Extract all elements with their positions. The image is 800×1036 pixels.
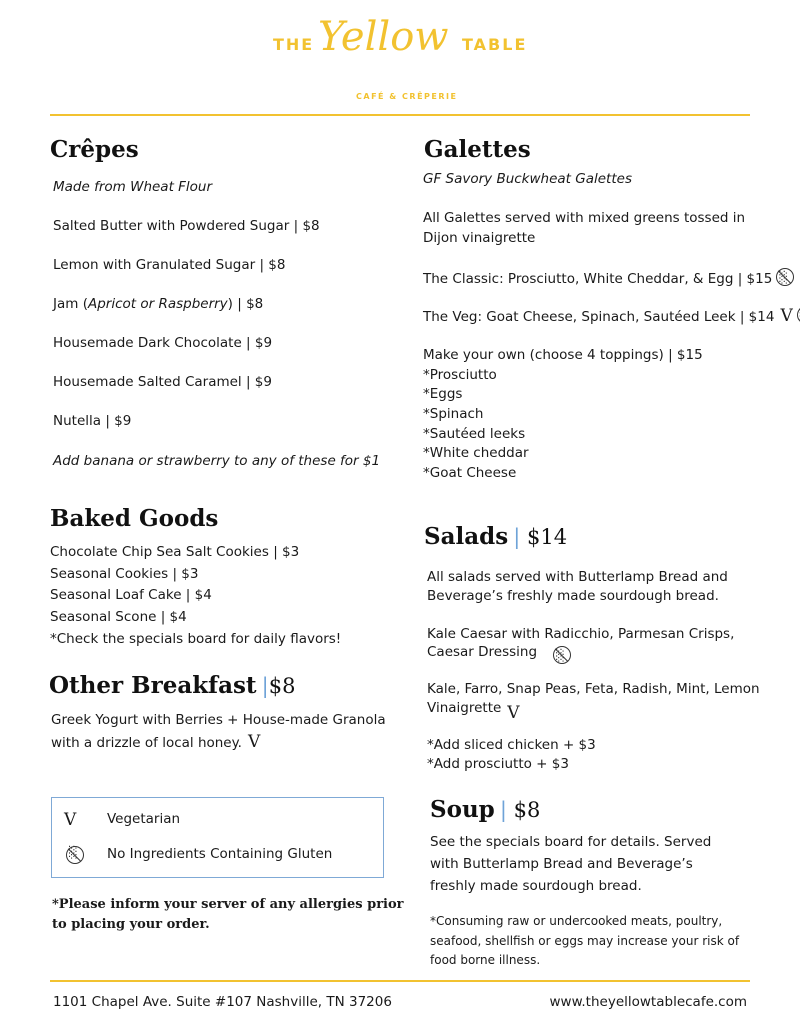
- breakfast-price-value: $8: [268, 674, 296, 698]
- crepe-item-jam: [53, 295, 263, 315]
- salads-intro-line: All salads served with Butterlamp Bread and: [427, 569, 728, 585]
- soup-line: with Butterlamp Bread and Beverage’s: [430, 856, 693, 872]
- breakfast-title: Other Breakfast: [49, 672, 257, 699]
- logo-script-yellow: Yellow: [318, 14, 449, 60]
- galette-veg: [423, 306, 800, 328]
- gluten-free-icon: [553, 646, 571, 664]
- footer-address: 1101 Chapel Ave. Suite #107 Nashville, TN 37206: [53, 994, 392, 1010]
- logo-word-table: TABLE: [462, 35, 528, 54]
- salads-price: | $14: [513, 525, 568, 549]
- warning-line: seafood, shellfish or eggs may increase your risk of: [430, 934, 740, 948]
- baked-note: *Check the specials board for daily flavors!: [50, 631, 342, 647]
- salad-kale-farro: Kale, Farro, Snap Peas, Feta, Radish, Mint, Lemon: [427, 681, 760, 697]
- logo-word-the: THE: [273, 35, 315, 54]
- baked-item: Seasonal Cookies | $3: [50, 566, 199, 582]
- topping-item: *Prosciutto: [423, 367, 497, 383]
- breakfast-line-2: [51, 733, 260, 754]
- footer-website[interactable]: www.theyellowtablecafe.com: [549, 994, 747, 1010]
- galette-classic: [423, 268, 794, 290]
- soup-header: [430, 796, 540, 823]
- legend-vegetarian-label: Vegetarian: [107, 811, 181, 827]
- salads-intro-line: Beverage’s freshly made sourdough bread.: [427, 588, 719, 604]
- jam-suffix: ) | $8: [227, 296, 264, 312]
- salads-header: [424, 523, 567, 550]
- crepes-title: Crêpes: [50, 136, 139, 163]
- topping-item: *Sautéed leeks: [423, 426, 526, 442]
- topping-item: *Goat Cheese: [423, 465, 517, 481]
- vegetarian-icon: V: [247, 732, 261, 752]
- top-divider: [50, 114, 750, 116]
- legend-gluten-free-label: No Ingredients Containing Gluten: [107, 846, 333, 862]
- allergy-note-line: to placing your order.: [52, 917, 210, 932]
- crepe-item: Housemade Dark Chocolate | $9: [53, 335, 273, 351]
- breakfast-price: |$8: [261, 674, 296, 698]
- vegetarian-icon: V: [780, 306, 793, 326]
- crepe-item: Housemade Salted Caramel | $9: [53, 374, 272, 390]
- salad-add: *Add sliced chicken + $3: [427, 737, 596, 753]
- salad-kale-caesar: Kale Caesar with Radicchio, Parmesan Crisps,: [427, 626, 735, 642]
- allergy-note-line: *Please inform your server of any allergies prior: [52, 897, 404, 912]
- crepe-item: Nutella | $9: [53, 413, 132, 429]
- vegetarian-icon: V: [64, 810, 77, 830]
- breakfast-line-text: with a drizzle of local honey.: [51, 735, 242, 751]
- galette-veg-label: The Veg: Goat Cheese, Spinach, Sautéed Leek | $14: [423, 309, 775, 325]
- galettes-title: Galettes: [424, 136, 531, 163]
- vegetarian-icon: V: [507, 703, 520, 723]
- galettes-intro-line: Dijon vinaigrette: [423, 230, 536, 246]
- topping-item: *White cheddar: [423, 445, 529, 461]
- baked-item: Seasonal Scone | $4: [50, 609, 187, 625]
- crepes-note: Add banana or strawberry to any of these for $1: [53, 453, 381, 469]
- salad-kale-farro-text: Vinaigrette: [427, 700, 502, 716]
- crepe-item: Lemon with Granulated Sugar | $8: [53, 257, 286, 273]
- jam-prefix: Jam (: [53, 296, 88, 312]
- bottom-divider: [50, 980, 750, 982]
- topping-item: *Eggs: [423, 386, 463, 402]
- crepe-item: Salted Butter with Powdered Sugar | $8: [53, 218, 320, 234]
- soup-price: | $8: [499, 798, 541, 822]
- salad-kale-caesar-text: Caesar Dressing: [427, 644, 538, 660]
- breakfast-header: [49, 672, 295, 699]
- galette-own: Make your own (choose 4 toppings) | $15: [423, 347, 703, 363]
- salad-kale-caesar-2: [427, 643, 571, 664]
- warning-line: food borne illness.: [430, 953, 541, 967]
- logo-subtitle: CAFÉ & CRÊPERIE: [356, 92, 458, 101]
- logo: [270, 14, 540, 104]
- topping-item: *Spinach: [423, 406, 484, 422]
- gluten-free-icon: [66, 846, 84, 864]
- galette-classic-label: The Classic: Prosciutto, White Cheddar, & Egg | $15: [423, 271, 773, 287]
- salad-add: *Add prosciutto + $3: [427, 756, 569, 772]
- soup-price-value: $8: [513, 798, 541, 822]
- gluten-free-icon: [776, 268, 794, 286]
- baked-item: Seasonal Loaf Cake | $4: [50, 587, 212, 603]
- baked-item: Chocolate Chip Sea Salt Cookies | $3: [50, 544, 300, 560]
- crepes-subtitle: Made from Wheat Flour: [53, 179, 213, 195]
- salads-title: Salads: [424, 523, 509, 550]
- legend-box: [51, 797, 384, 878]
- salad-kale-farro-2: [427, 699, 520, 724]
- soup-line: freshly made sourdough bread.: [430, 878, 642, 894]
- galettes-intro-line: All Galettes served with mixed greens tossed in: [423, 210, 746, 226]
- warning-line: *Consuming raw or undercooked meats, poultry,: [430, 914, 723, 928]
- soup-title: Soup: [430, 796, 495, 823]
- jam-flavors: Apricot or Raspberry: [87, 296, 228, 312]
- soup-line: See the specials board for details. Served: [430, 834, 712, 850]
- salads-price-value: $14: [527, 525, 568, 549]
- galettes-subtitle: GF Savory Buckwheat Galettes: [423, 171, 632, 187]
- baked-title: Baked Goods: [50, 505, 219, 532]
- breakfast-line: Greek Yogurt with Berries + House-made Granola: [51, 712, 386, 728]
